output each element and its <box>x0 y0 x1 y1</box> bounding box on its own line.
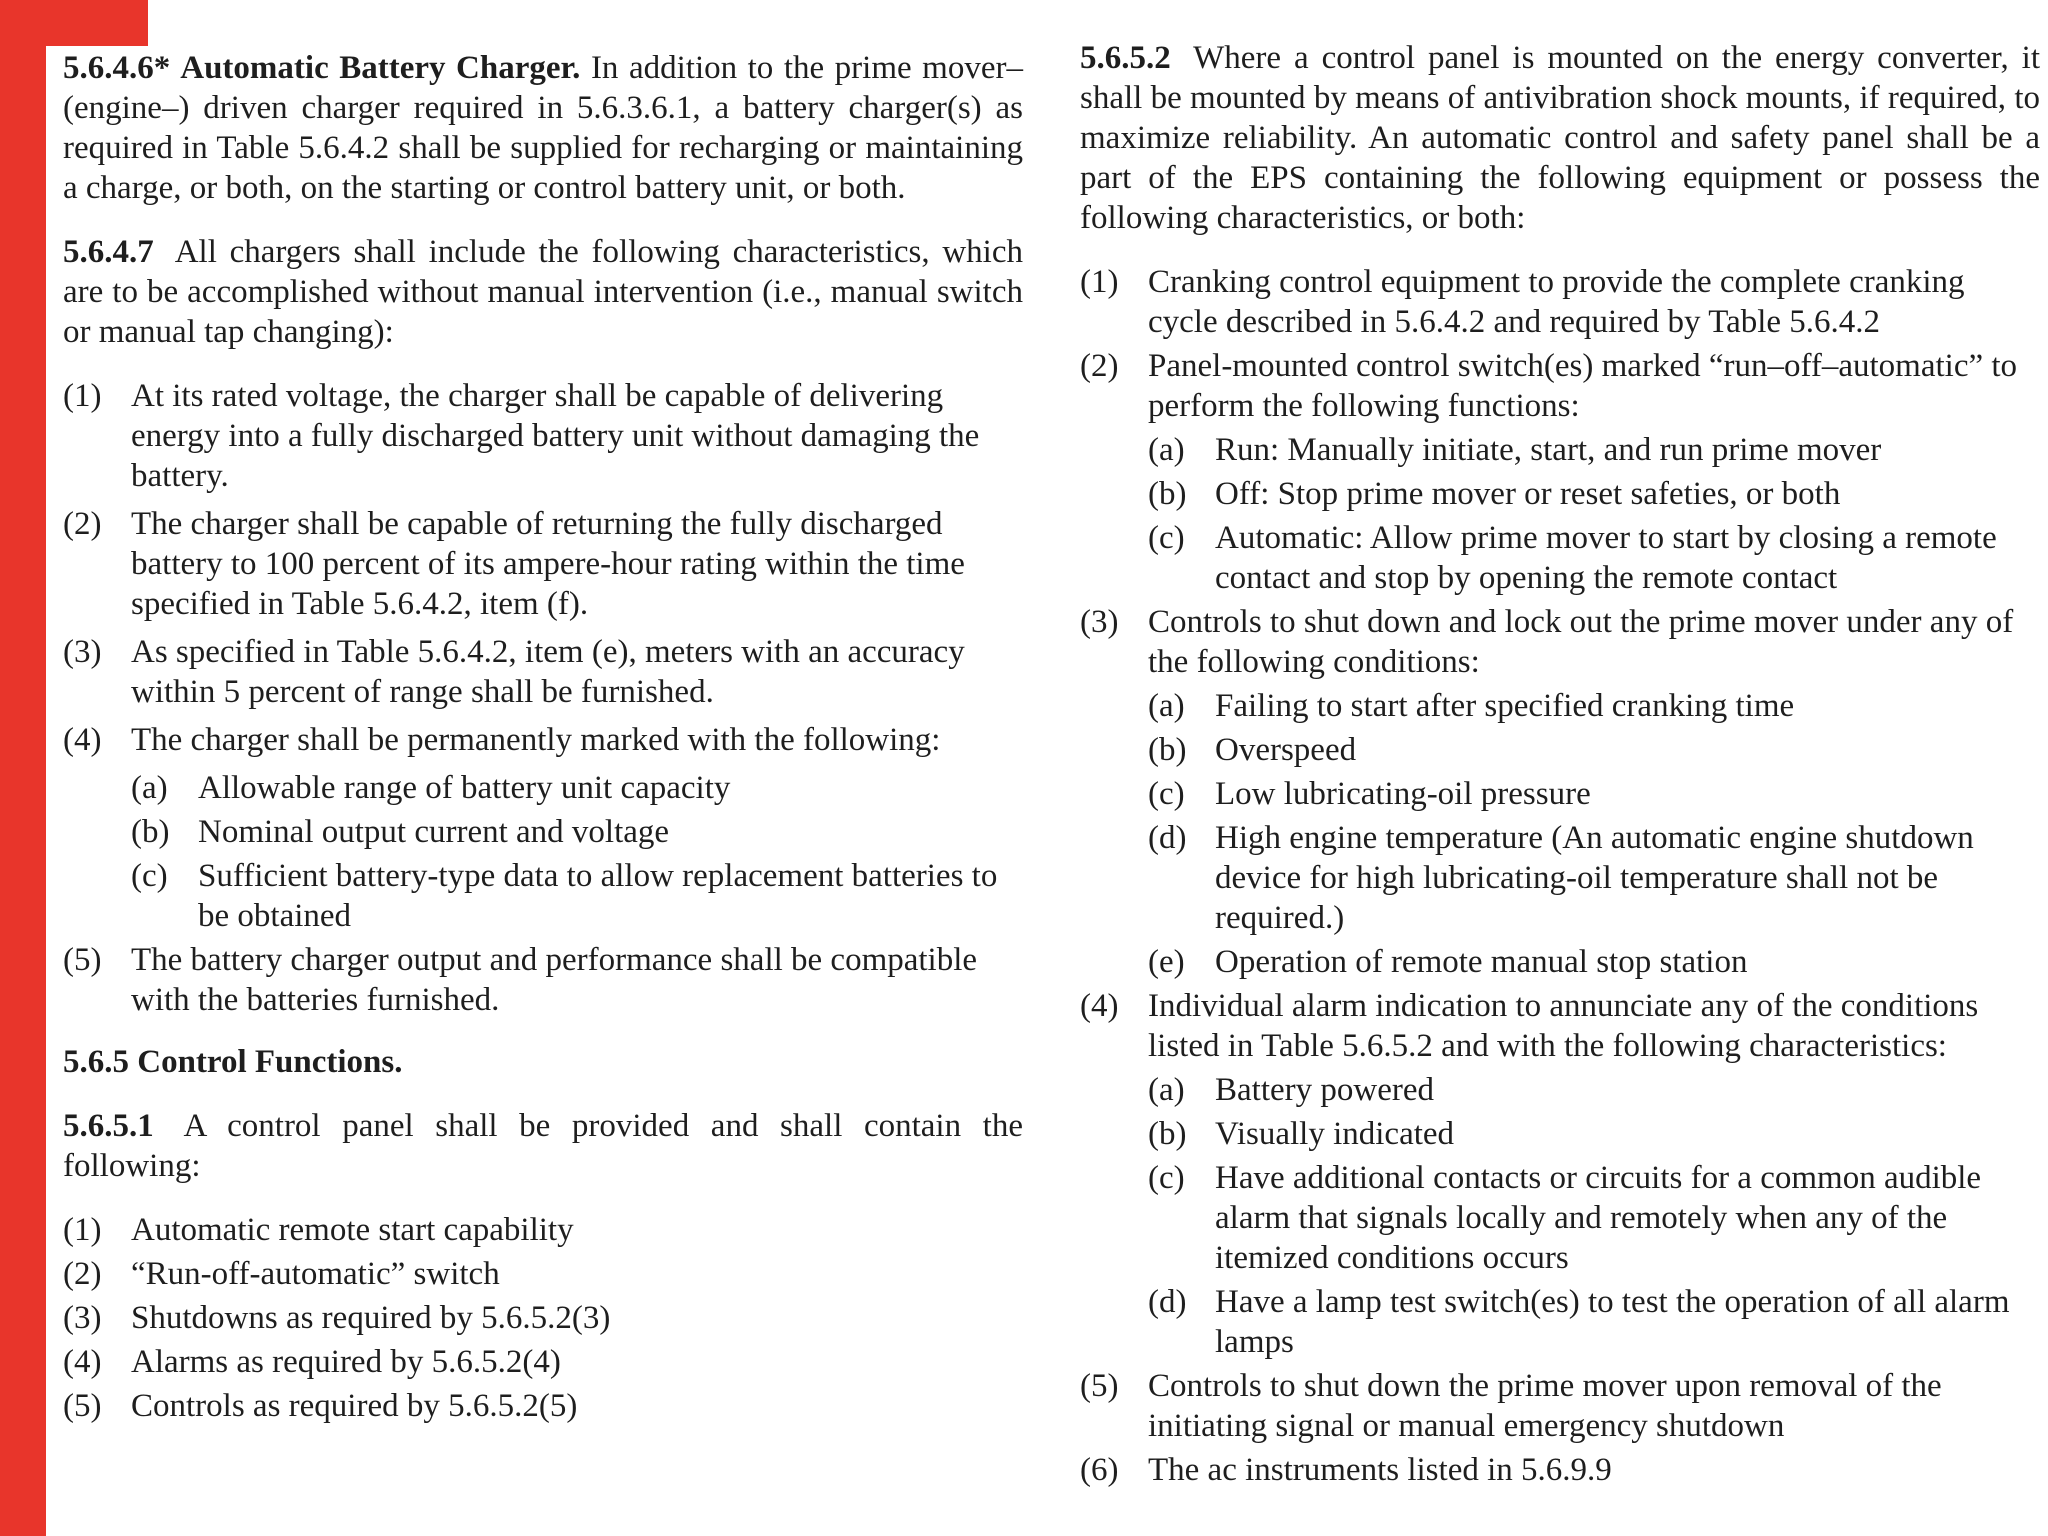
list-item: (4) The charger shall be permanently marked with the following: <box>63 722 941 758</box>
list-item: (6) The ac instruments listed in 5.6.9.9 <box>1080 1452 1612 1488</box>
section-5-6-5-1 <box>63 1106 1023 1186</box>
sub-list-item: (b) Overspeed <box>1148 732 1357 768</box>
section-number: 5.6.4.7 <box>63 234 154 270</box>
section-5-6-4-7 <box>63 232 1023 352</box>
sub-list-item: (a) Run: Manually initiate, start, and run prime mover <box>1148 432 1882 468</box>
sub-list-item: (c) Low lubricating-oil pressure <box>1148 776 1591 812</box>
sub-list-item: (e) Operation of remote manual stop station <box>1148 944 1748 980</box>
section-text: Where a control panel is mounted on the energy converter, it shall be mounted by means of antivibration shock mounts, if required, to maximize reliability. An automatic control and safety panel shall be a part of the EPS containing the following equipment or possess the following characteristics, or both: <box>1080 40 2040 236</box>
section-number: 5.6.4.6* <box>63 50 171 86</box>
sub-list-item: (d) High engine temperature (An automatic engine shutdown device for high lubricating-oil temperature shall not be required.) <box>1148 820 1974 936</box>
list-item: (5) The battery charger output and performance shall be compatible with the batteries furnished. <box>63 942 978 1018</box>
right-column <box>1080 38 2040 1512</box>
list-item: (2) “Run-off-automatic” switch <box>63 1256 500 1292</box>
list-item: (2) Panel-mounted control switch(es) marked “run–off–automatic” to perform the following functions: <box>1080 348 2018 424</box>
sub-list-item: (a) Battery powered <box>1148 1072 1434 1108</box>
list-item: (1) At its rated voltage, the charger shall be capable of delivering energy into a fully discharged battery unit without damaging the battery. <box>63 378 980 494</box>
list-item: (3) Shutdowns as required by 5.6.5.2(3) <box>63 1300 611 1336</box>
sub-list-item: (c) Have additional contacts or circuits for a common audible alarm that signals locally and remotely when any of the itemized conditions occurs <box>1148 1160 1982 1276</box>
sub-list-item: (b) Off: Stop prime mover or reset safeties, or both <box>1148 476 1841 512</box>
section-text: In addition to the prime mover– (engine–) driven charger required in 5.6.3.6.1, a battery charger(s) as required in Table 5.6.4.2 shall be supplied for recharging or maintaining a charge, or both, on the starting or control battery unit, or both. <box>63 50 1023 206</box>
list-item: (5) Controls to shut down the prime mover upon removal of the initiating signal or manual emergency shutdown <box>1080 1368 1942 1444</box>
section-number: 5.6.5.1 <box>63 1108 154 1144</box>
left-column <box>63 48 1023 1448</box>
list-item: (1) Automatic remote start capability <box>63 1212 574 1248</box>
list-item: (1) Cranking control equipment to provide the complete cranking cycle described in 5.6.4.2 and required by Table 5.6.4.2 <box>1080 264 1965 340</box>
section-heading-5-6-5: 5.6.5 Control Functions. <box>63 1044 403 1080</box>
list-item: (4) Individual alarm indication to annunciate any of the conditions listed in Table 5.6.5.2 and with the following characteristics: <box>1080 988 1979 1064</box>
list-5-6-4-7 <box>63 376 1023 1020</box>
red-accent-bar-top <box>0 0 148 46</box>
section-text: A control panel shall be provided and shall contain the following: <box>63 1108 1023 1184</box>
list-item: (3) Controls to shut down and lock out the prime mover under any of the following conditions: <box>1080 604 2014 680</box>
sub-list-item: (a) Failing to start after specified cranking time <box>1148 688 1795 724</box>
list-5-6-5-2 <box>1080 262 2040 1490</box>
sub-list-item: (d) Have a lamp test switch(es) to test the operation of all alarm lamps <box>1148 1284 2010 1360</box>
sub-list-item: (b) Nominal output current and voltage <box>131 814 670 850</box>
sub-list-item: (a) Allowable range of battery unit capacity <box>131 770 731 806</box>
list-5-6-5-1 <box>63 1210 1023 1426</box>
list-item: (3) As specified in Table 5.6.4.2, item (e), meters with an accuracy within 5 percent of range shall be furnished. <box>63 634 965 710</box>
list-item: (5) Controls as required by 5.6.5.2(5) <box>63 1388 578 1424</box>
sub-list-item: (c) Sufficient battery-type data to allow replacement batteries to be obtained <box>131 858 998 934</box>
red-accent-bar-left <box>0 0 46 1536</box>
section-text: All chargers shall include the following characteristics, which are to be accomplished without manual intervention (i.e., manual switch or manual tap changing): <box>63 234 1023 350</box>
section-5-6-4-6 <box>63 48 1023 208</box>
sub-list-item: (c) Automatic: Allow prime mover to start by closing a remote contact and stop by opening the remote contact <box>1148 520 1997 596</box>
list-item: (4) Alarms as required by 5.6.5.2(4) <box>63 1344 561 1380</box>
section-5-6-5-2 <box>1080 38 2040 238</box>
list-item: (2) The charger shall be capable of returning the fully discharged battery to 100 percent of its ampere-hour rating within the time specified in Table 5.6.4.2, item (f). <box>63 506 965 622</box>
section-title: Automatic Battery Charger. <box>180 50 581 86</box>
section-number: 5.6.5.2 <box>1080 40 1171 76</box>
sub-list-item: (b) Visually indicated <box>1148 1116 1455 1152</box>
